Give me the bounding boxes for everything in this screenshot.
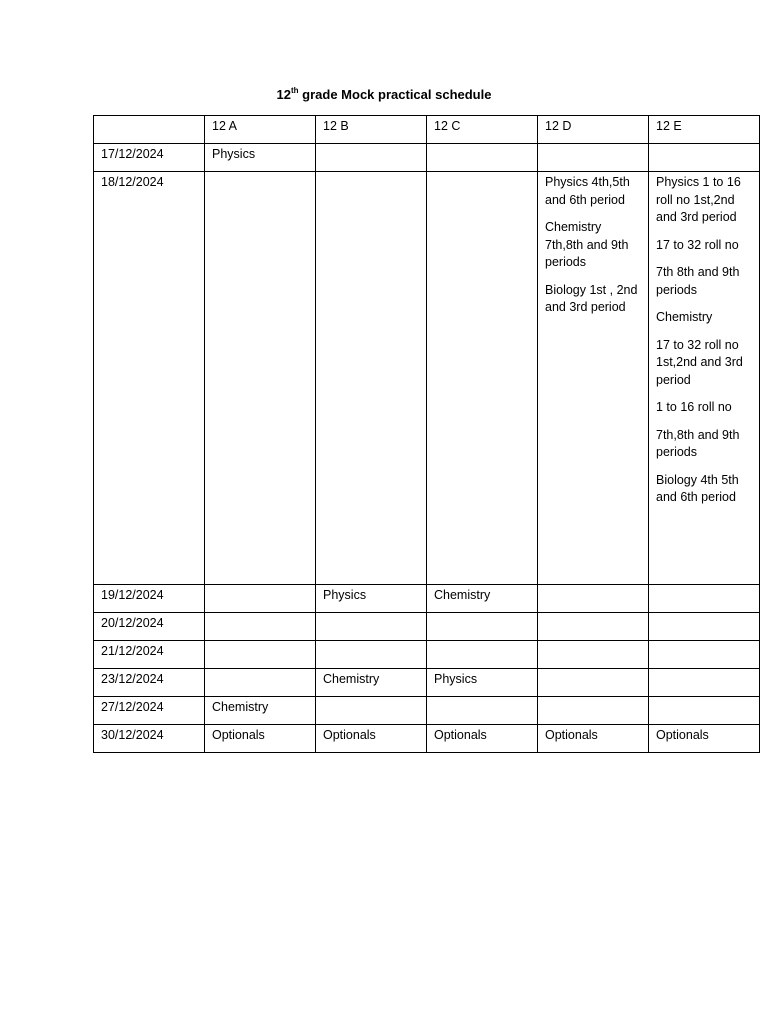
cell-12e: Optionals	[649, 725, 760, 753]
cell-12c	[427, 697, 538, 725]
table-row	[94, 641, 760, 669]
cell-paragraph: 17 to 32 roll no	[656, 237, 739, 252]
cell-12a	[205, 613, 316, 641]
cell-12a	[205, 641, 316, 669]
cell-paragraph: Biology 1st , 2nd and 3rd period	[545, 282, 638, 314]
cell-paragraph: 17 to 32 roll no 1st,2nd and 3rd period	[656, 337, 743, 387]
header-cell-empty	[94, 116, 205, 144]
date-cell: 21/12/2024	[94, 641, 205, 669]
cell-12a: Optionals	[205, 725, 316, 753]
cell-12d	[538, 697, 649, 725]
cell-12e-multi	[649, 172, 760, 585]
cell-12d	[538, 641, 649, 669]
cell-12e	[649, 641, 760, 669]
table-header-row	[94, 116, 760, 144]
cell-paragraph: Chemistry 7th,8th and 9th periods	[545, 220, 629, 269]
cell-paragraph: Physics 4th,5th and 6th period	[545, 175, 630, 207]
table-row	[94, 725, 760, 753]
cell-12d	[538, 144, 649, 172]
cell-12b: Optionals	[316, 725, 427, 753]
cell-12c	[427, 144, 538, 172]
cell-paragraph: Biology 4th 5th and 6th period	[656, 472, 739, 504]
table-row	[94, 585, 760, 613]
date-cell: 23/12/2024	[94, 669, 205, 697]
table-row	[94, 669, 760, 697]
title-text: grade Mock practical schedule	[298, 87, 492, 102]
header-cell-12a: 12 A	[205, 116, 316, 144]
cell-12e	[649, 697, 760, 725]
cell-12d	[538, 669, 649, 697]
cell-12c: Optionals	[427, 725, 538, 753]
cell-12c: Chemistry	[427, 585, 538, 613]
cell-paragraph: Physics 1 to 16 roll no 1st,2nd and 3rd period	[656, 175, 741, 224]
table-row	[94, 144, 760, 172]
cell-12a: Physics	[205, 144, 316, 172]
cell-12c	[427, 172, 538, 585]
date-cell: 30/12/2024	[94, 725, 205, 753]
cell-12e	[649, 144, 760, 172]
header-cell-12b: 12 B	[316, 116, 427, 144]
date-cell: 27/12/2024	[94, 697, 205, 725]
cell-12c	[427, 613, 538, 641]
schedule-table	[93, 115, 760, 753]
cell-12b	[316, 144, 427, 172]
title-prefix: 12	[276, 87, 291, 102]
title-superscript: th	[291, 85, 299, 95]
date-cell: 17/12/2024	[94, 144, 205, 172]
cell-12d	[538, 585, 649, 613]
cell-12c	[427, 641, 538, 669]
cell-12b: Physics	[316, 585, 427, 613]
cell-12a	[205, 172, 316, 585]
cell-paragraph: 7th 8th and 9th periods	[656, 265, 740, 297]
cell-12b	[316, 172, 427, 585]
cell-12b	[316, 697, 427, 725]
cell-12e	[649, 669, 760, 697]
cell-12b	[316, 613, 427, 641]
cell-12b	[316, 641, 427, 669]
table-row	[94, 613, 760, 641]
header-cell-12e: 12 E	[649, 116, 760, 144]
header-cell-12d: 12 D	[538, 116, 649, 144]
cell-12d	[538, 613, 649, 641]
date-cell: 20/12/2024	[94, 613, 205, 641]
cell-paragraph: 7th,8th and 9th periods	[656, 427, 740, 459]
cell-12b: Chemistry	[316, 669, 427, 697]
page-title	[93, 86, 675, 104]
cell-paragraph: Chemistry	[656, 310, 713, 324]
cell-paragraph: 1 to 16 roll no	[656, 400, 732, 414]
cell-12d: Optionals	[538, 725, 649, 753]
cell-12e	[649, 585, 760, 613]
cell-12a	[205, 585, 316, 613]
table-row	[94, 697, 760, 725]
cell-12e	[649, 613, 760, 641]
cell-12a: Chemistry	[205, 697, 316, 725]
date-cell: 18/12/2024	[94, 172, 205, 585]
cell-12d-multi	[538, 172, 649, 585]
header-cell-12c: 12 C	[427, 116, 538, 144]
cell-12c: Physics	[427, 669, 538, 697]
table-row	[94, 172, 760, 585]
cell-12a	[205, 669, 316, 697]
date-cell: 19/12/2024	[94, 585, 205, 613]
